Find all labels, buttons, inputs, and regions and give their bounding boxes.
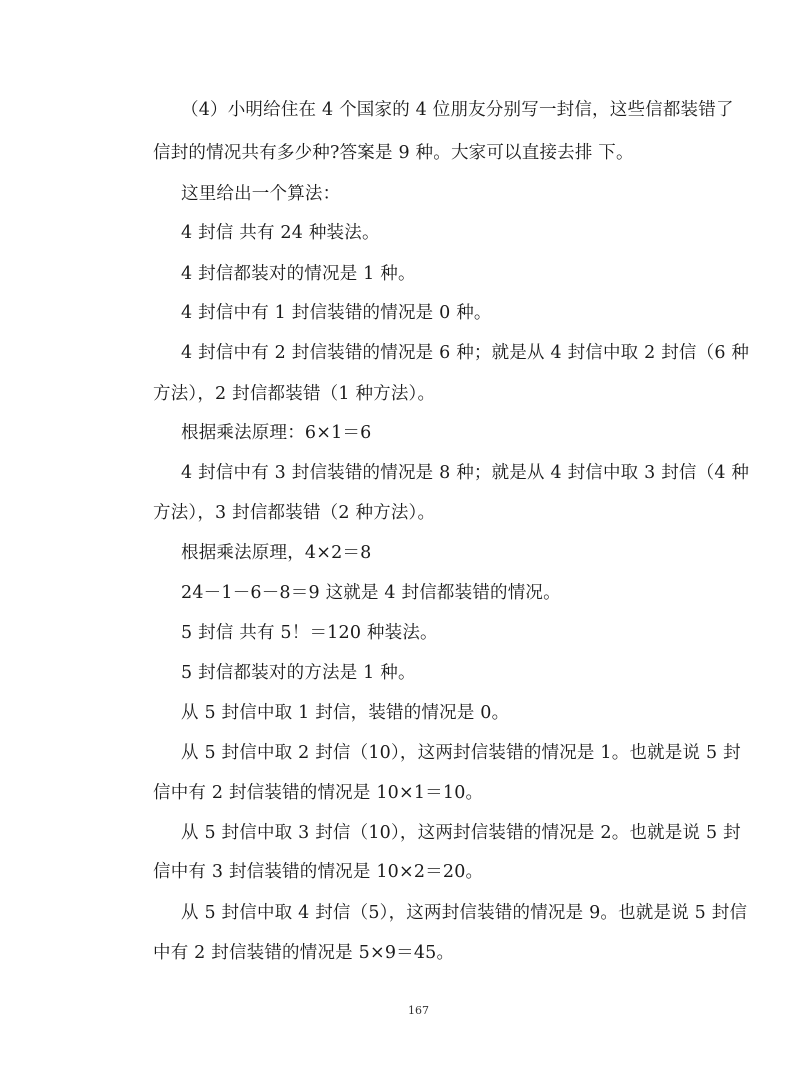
text-line: 根据乘法原理，4×2＝8 (181, 543, 372, 563)
text-line: 从 5 封信中取 2 封信（10），这两封信装错的情况是 1。也就是说 5 封 (181, 743, 741, 763)
page-number: 167 (408, 1004, 429, 1017)
text-line: 24－1－6－8＝9 这就是 4 封信都装错的情况。 (181, 583, 561, 603)
text-line: 信中有 2 封信装错的情况是 10×1＝10。 (153, 783, 484, 803)
text-line: 从 5 封信中取 3 封信（10），这两封信装错的情况是 2。也就是说 5 封 (181, 823, 741, 843)
text-line: 从 5 封信中取 1 封信，装错的情况是 0。 (181, 703, 510, 723)
text-line: 4 封信中有 3 封信装错的情况是 8 种；就是从 4 封信中取 3 封信（4 种 (181, 463, 750, 483)
text-line: 根据乘法原理：6×1＝6 (181, 423, 372, 443)
text-line: 方法），2 封信都装错（1 种方法）。 (153, 384, 436, 404)
text-line: 5 封信 共有 5！＝120 种装法。 (181, 623, 438, 643)
text-line: 4 封信中有 1 封信装错的情况是 0 种。 (181, 303, 492, 323)
text-line: 4 封信都装对的情况是 1 种。 (181, 264, 416, 284)
text-line: 4 封信中有 2 封信装错的情况是 6 种；就是从 4 封信中取 2 封信（6 种 (181, 343, 750, 363)
text-line: 方法），3 封信都装错（2 种方法）。 (153, 503, 436, 523)
text-line: 从 5 封信中取 4 封信（5），这两封信装错的情况是 9。也就是说 5 封信 (181, 903, 748, 923)
text-line: 5 封信都装对的方法是 1 种。 (181, 663, 416, 683)
text-line: 信封的情况共有多少种?答案是 9 种。大家可以直接去排 下。 (153, 143, 634, 163)
text-line: 中有 2 封信装错的情况是 5×9＝45。 (153, 943, 455, 963)
text-line: 这里给出一个算法： (181, 184, 341, 204)
text-line: （4）小明给住在 4 个国家的 4 位朋友分别写一封信，这些信都装错了 (181, 100, 734, 120)
text-line: 信中有 3 封信装错的情况是 10×2＝20。 (153, 862, 484, 882)
text-line: 4 封信 共有 24 种装法。 (181, 223, 380, 243)
